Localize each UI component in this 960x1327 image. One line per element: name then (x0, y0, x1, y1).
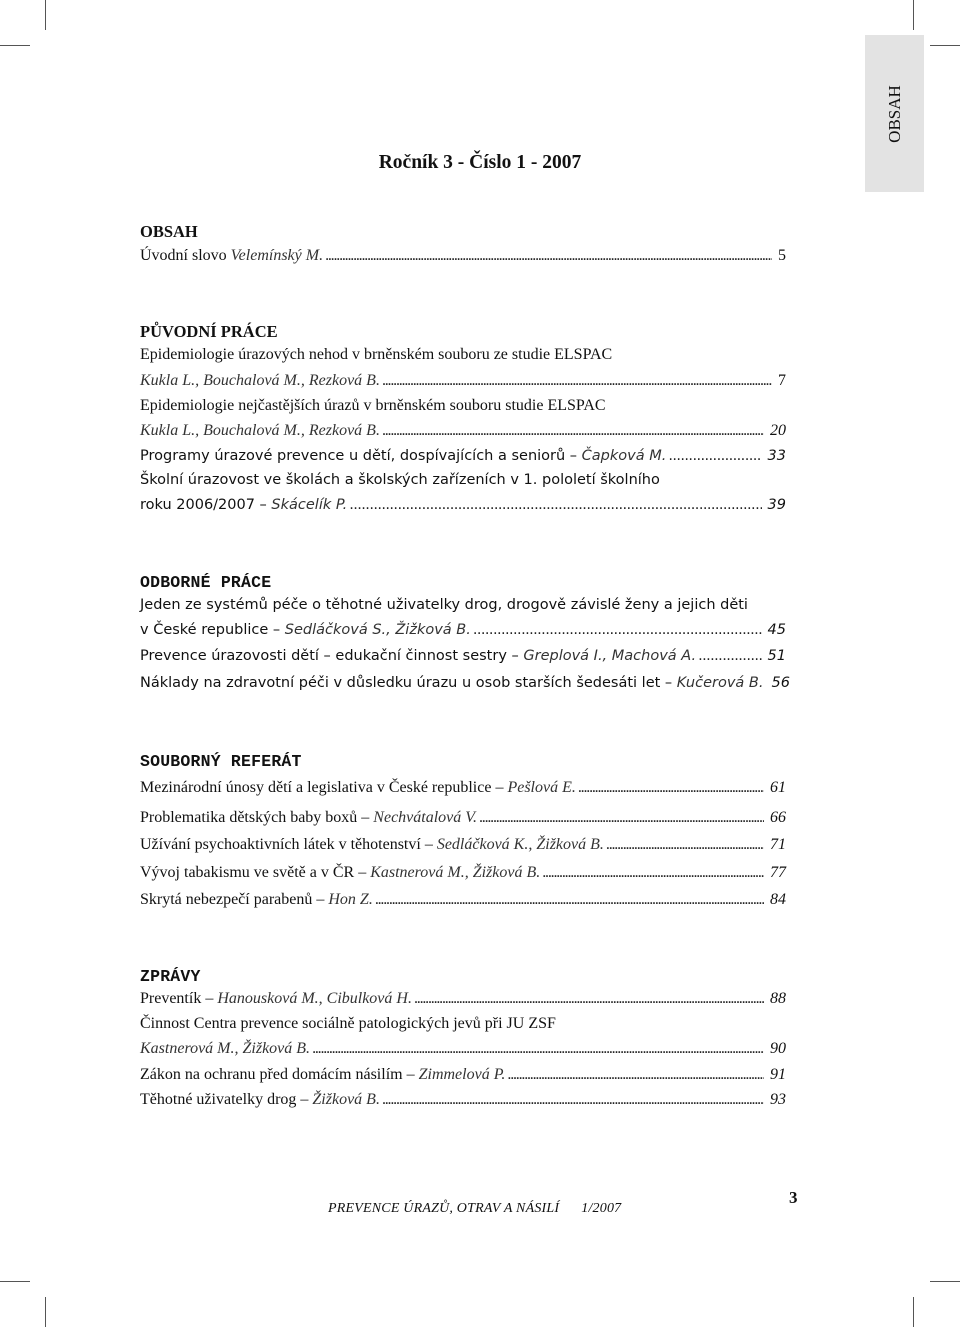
entry-title: v České republice – (140, 622, 281, 638)
section-heading-puvodni-prace: PŮVODNÍ PRÁCE (140, 322, 278, 341)
toc-entry[interactable] (140, 247, 786, 269)
entry-title: Úvodní slovo (140, 247, 227, 264)
entry-page: 71 (770, 836, 786, 853)
entry-page: 56 (771, 675, 790, 691)
crop-mark-tr-h (930, 45, 960, 46)
section-heading-souborny-referat: SOUBORNÝ REFERÁT (140, 752, 302, 771)
dot-leader (542, 864, 764, 882)
entry-author: Greplová I., Machová A. (523, 648, 697, 664)
entry-author: Zimmelová P. (418, 1066, 506, 1083)
toc-entry[interactable] (140, 891, 786, 913)
entry-title-line: Epidemiologie nejčastějších úrazů v brněnském souboru studie ELSPAC (140, 397, 606, 414)
entry-title: Mezinárodní únosy dětí a legislativa v České republice – (140, 779, 504, 796)
entry-page: 84 (770, 891, 786, 908)
toc-entry[interactable] (140, 779, 786, 801)
dot-leader (606, 836, 764, 854)
running-footer (328, 1201, 621, 1217)
entry-page: 61 (770, 779, 786, 796)
page-number: 3 (789, 1188, 798, 1207)
entry-author: Nechvátalová V. (373, 809, 477, 826)
toc-entry[interactable] (140, 422, 786, 444)
toc-entry[interactable] (140, 675, 790, 697)
entry-title: Preventík – (140, 990, 214, 1007)
toc-entry[interactable] (140, 622, 786, 644)
entry-page: 39 (767, 497, 786, 513)
entry-author: Kukla L., Bouchalová M., Rezková B. (140, 422, 380, 439)
entry-page: 77 (770, 864, 786, 881)
side-tab-label: OBSAH (884, 84, 904, 143)
entry-author: Skácelík P. (271, 497, 348, 513)
entry-page: 33 (767, 448, 786, 464)
section-heading-zpravy: ZPRÁVY (140, 967, 201, 986)
toc-entry[interactable] (140, 864, 786, 886)
dot-leader (349, 497, 761, 513)
page-title: Ročník 3 - Číslo 1 - 2007 (378, 152, 582, 173)
toc-entry[interactable] (140, 1040, 786, 1062)
entry-title-line: Školní úrazovost ve školách a školských zařízeních v 1. pololetí školního (140, 472, 660, 488)
entry-page: 90 (770, 1040, 786, 1057)
entry-page: 51 (767, 648, 786, 664)
entry-page: 45 (767, 622, 786, 638)
crop-mark-tl-h (0, 45, 30, 46)
entry-author: Žižková B. (312, 1091, 380, 1108)
crop-mark-br-v (913, 1297, 914, 1327)
entry-author: Sedláčková S., Žižková B. (284, 622, 471, 638)
entry-author: Sedláčková K., Žižková B. (436, 836, 604, 853)
entry-author: Hanousková M., Cibulková H. (217, 990, 412, 1007)
entry-title: Zákon na ochranu před domácím násilím – (140, 1066, 415, 1083)
toc-entry[interactable] (140, 1091, 786, 1113)
entry-author: Kastnerová M., Žižková B. (370, 864, 541, 881)
entry-page: 66 (770, 809, 786, 826)
dot-leader (698, 648, 761, 664)
dot-leader (375, 891, 764, 909)
section-heading-odborne-prace: ODBORNÉ PRÁCE (140, 573, 272, 592)
entry-title: Problematika dětských baby boxů – (140, 809, 370, 826)
toc-entry[interactable] (140, 836, 786, 858)
entry-author: Hon Z. (328, 891, 373, 908)
dot-leader (312, 1040, 764, 1058)
entry-page: 93 (770, 1091, 786, 1108)
entry-title: Programy úrazové prevence u dětí, dospívajících a seniorů – (140, 448, 578, 464)
entry-page: 7 (778, 372, 786, 389)
crop-mark-bl-v (45, 1297, 46, 1327)
entry-title-line: Činnost Centra prevence sociálně patologických jevů při JU ZSF (140, 1015, 556, 1032)
section-heading-obsah: OBSAH (140, 222, 198, 241)
entry-title: Vývoj tabakismu ve světě a v ČR – (140, 864, 367, 881)
entry-title: Náklady na zdravotní péči v důsledku úrazu u osob starších šedesáti let – (140, 675, 673, 691)
toc-entry[interactable] (140, 448, 786, 470)
entry-title: Užívání psychoaktivních látek v těhotenství – (140, 836, 433, 853)
entry-author: Kastnerová M., Žižková B. (140, 1040, 311, 1057)
dot-leader (382, 422, 764, 440)
toc-entry[interactable] (140, 990, 786, 1012)
dot-leader (507, 1066, 764, 1084)
dot-leader (578, 779, 764, 797)
entry-title: roku 2006/2007 – (140, 497, 267, 513)
toc-entry[interactable] (140, 497, 786, 519)
entry-page: 91 (770, 1066, 786, 1083)
entry-author: Čapková M. (581, 448, 667, 464)
dot-leader (382, 1091, 764, 1109)
entry-title: Prevence úrazovosti dětí – edukační činnost sestry – (140, 648, 519, 664)
toc-entry[interactable] (140, 1066, 786, 1088)
issue-number: 1/2007 (581, 1201, 622, 1216)
entry-title-line: Jeden ze systémů péče o těhotné uživatelky drog, drogově závislé ženy a jejich děti (140, 597, 748, 613)
entry-title: Skrytá nebezpečí parabenů – (140, 891, 325, 908)
dot-leader (382, 372, 772, 390)
entry-title-line: Epidemiologie úrazových nehod v brněnském souboru ze studie ELSPAC (140, 346, 613, 363)
dot-leader (325, 247, 772, 265)
dot-leader (668, 448, 761, 464)
dot-leader (414, 990, 764, 1008)
toc-entry[interactable] (140, 372, 786, 394)
crop-mark-br-h (930, 1281, 960, 1282)
crop-mark-tl-v (45, 0, 46, 30)
entry-page: 5 (778, 247, 786, 264)
toc-entry[interactable] (140, 648, 786, 670)
dot-leader (479, 809, 764, 827)
entry-page: 20 (770, 422, 786, 439)
entry-title: Těhotné uživatelky drog – (140, 1091, 309, 1108)
crop-mark-bl-h (0, 1281, 30, 1282)
entry-page: 88 (770, 990, 786, 1007)
entry-author: Kukla L., Bouchalová M., Rezková B. (140, 372, 380, 389)
dot-leader (473, 622, 762, 638)
toc-entry[interactable] (140, 809, 786, 831)
entry-author: Pešlová E. (507, 779, 576, 796)
crop-mark-tr-v (913, 0, 914, 30)
journal-title: PREVENCE ÚRAZŮ, OTRAV A NÁSILÍ (328, 1201, 560, 1216)
entry-author: Kučerová B. (676, 675, 764, 691)
entry-author: Velemínský M. (230, 247, 324, 264)
